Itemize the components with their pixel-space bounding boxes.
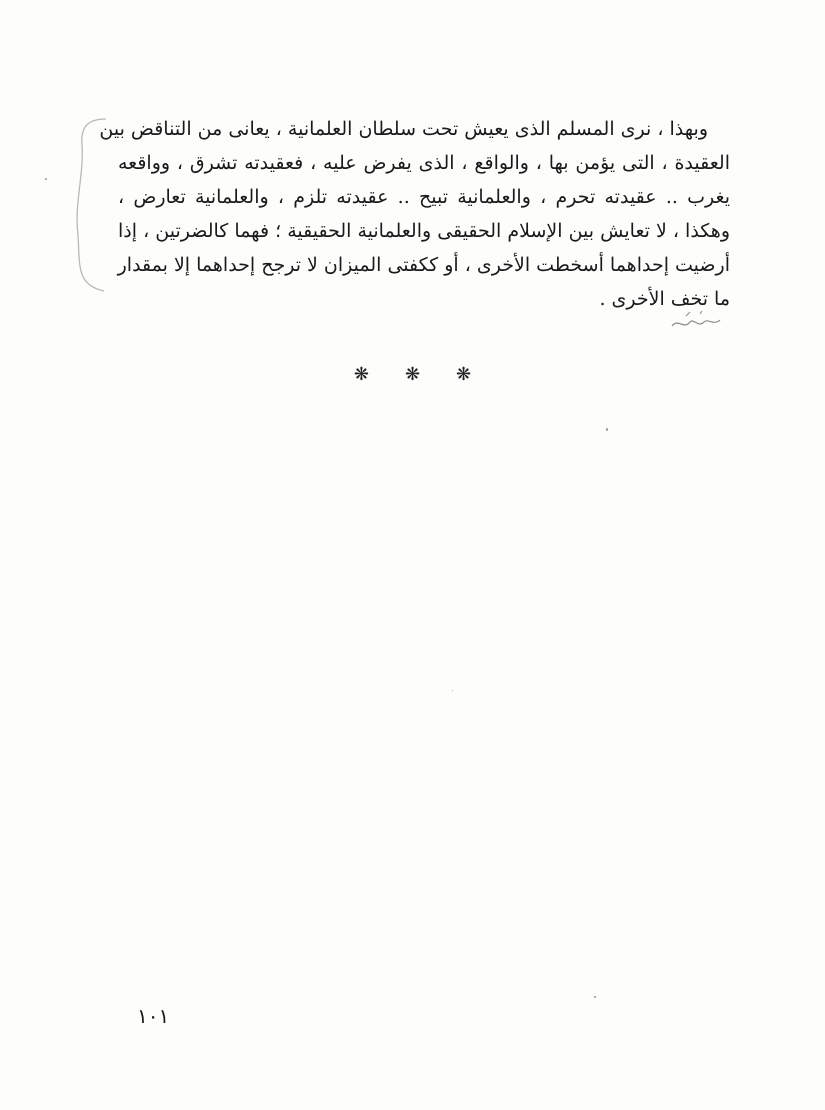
scan-speck (594, 996, 596, 998)
scan-speck (452, 690, 453, 691)
separator-asterism-icon: ❋ (353, 364, 369, 385)
section-separator (0, 364, 825, 385)
text-line-1: وبهذا ، نرى المسلم الذى يعيش تحت سلطان العلمانية ، يعانى من التناقض بين (99, 118, 708, 140)
separator-asterism-icon: ❋ (404, 364, 421, 385)
scan-speck (606, 428, 608, 431)
separator-asterism-icon: ❋ (456, 364, 472, 385)
text-line-5: أرضيت إحداهما أسخطت الأخرى ، أو ككفتى الميزان لا ترجح إحداهما إلا بمقدار (117, 254, 730, 276)
handwritten-correction-mark (666, 308, 726, 338)
scan-speck (45, 178, 47, 180)
text-line-6: ما تخف الأخرى . (599, 288, 730, 310)
text-line-3: يغرب .. عقيدته تحرم ، والعلمانية تبيح .. عقيدته تلزم ، والعلمانية تعارض ، (118, 186, 730, 208)
body-paragraph (99, 112, 730, 316)
text-line-4: وهكذا ، لا تعايش بين الإسلام الحقيقى والعلمانية الحقيقية ؛ فهما كالضرتين ، إذا (118, 220, 730, 242)
page-number: ١٠١ (137, 1004, 170, 1028)
text-line-2: العقيدة ، التى يؤمن بها ، والواقع ، الذى يفرض عليه ، فعقيدته تشرق ، وواقعه (118, 152, 730, 174)
